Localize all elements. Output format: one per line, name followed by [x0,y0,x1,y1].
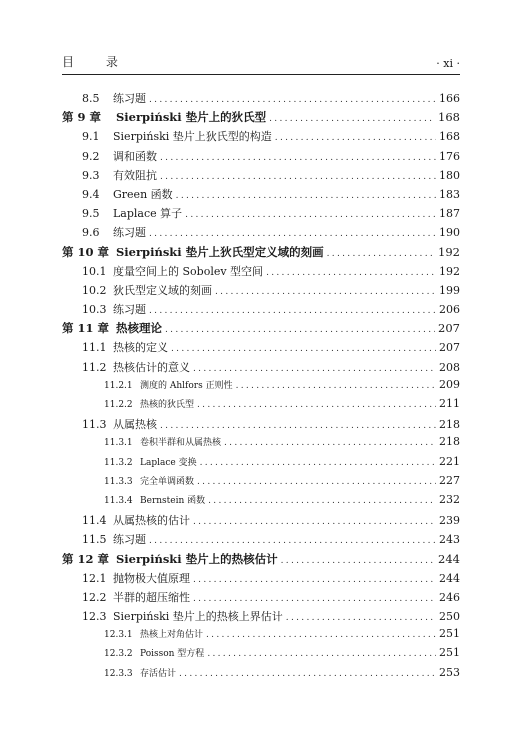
dot-leader [281,556,435,566]
toc-entry-title: 热核估计的意义 [113,360,190,374]
toc-entry-number: 11.2 [82,360,107,374]
toc-entry-title: 完全单调函数 [140,476,195,487]
toc-entry-title: 练习题 [113,303,146,317]
toc-entry-section[interactable] [62,128,460,147]
dot-leader [327,249,435,259]
toc-entry-title: Green 函数 [113,187,173,201]
toc-entry-page: 232 [439,492,460,506]
toc-entry-page: 209 [439,377,460,391]
toc-entry-page: 192 [439,264,460,278]
toc-entry-page: 207 [438,321,460,336]
dot-leader [160,153,436,163]
toc-entry-section[interactable] [62,167,460,186]
toc-entry-title: 热核的狄氏型 [140,400,195,410]
toc-entry-title: Sierpiński 垫片上的热核估计 [116,551,278,566]
dot-leader [193,364,436,374]
toc-entry-title: Laplace 变换 [140,457,197,468]
toc-entry-page: 250 [439,610,460,624]
table-of-contents [62,90,460,685]
toc-entry-page: 218 [439,435,460,449]
header-page-number: · xi · [436,57,460,70]
toc-entry-number: 9.5 [82,207,100,221]
dot-leader [193,517,436,527]
toc-entry-page: 218 [439,418,460,432]
toc-entry-subsection[interactable] [62,397,460,416]
toc-entry-number: 9.4 [82,187,100,201]
toc-entry-section[interactable] [62,589,460,608]
toc-entry-section[interactable] [62,531,460,550]
toc-entry-page: 199 [439,283,460,297]
toc-entry-page: 227 [439,473,460,487]
dot-leader [200,458,436,468]
toc-entry-subsection[interactable] [62,378,460,397]
toc-entry-subsection[interactable] [62,474,460,493]
dot-leader [171,344,436,354]
toc-entry-number: 第 12 章 [62,551,110,566]
dot-leader [269,114,435,124]
dot-leader [149,536,436,546]
dot-leader [197,477,436,487]
toc-entry-number: 12.2 [82,590,107,604]
toc-entry-number: 第 9 章 [62,110,102,125]
toc-entry-number: 11.5 [82,533,107,547]
dot-leader [197,400,436,410]
dot-leader [236,381,436,391]
toc-entry-number: 12.3.3 [104,668,133,679]
toc-entry-title: 有效阻抗 [113,168,157,182]
toc-entry-title: 从属热核 [113,418,157,432]
toc-entry-title: 练习题 [113,226,146,240]
dot-leader [208,496,436,506]
toc-entry-number: 9.3 [82,168,100,182]
toc-entry-title: 从属热核的估计 [113,514,190,528]
toc-entry-number: 10.2 [82,283,107,297]
header-section-title: 目 录 [62,55,132,69]
toc-entry-page: 166 [439,92,460,105]
toc-entry-chapter[interactable] [62,320,460,339]
toc-entry-page: 190 [439,226,460,240]
toc-entry-number: 第 11 章 [62,321,110,336]
toc-entry-page: 168 [438,110,460,125]
toc-entry-number: 12.3.1 [104,630,133,641]
toc-entry-subsection[interactable] [62,455,460,474]
toc-entry-page: 221 [439,454,460,468]
toc-entry-page: 246 [439,590,460,604]
toc-entry-title: Sierpiński 垫片上的狄氏型 [116,110,267,125]
toc-entry-title: Sierpiński 垫片上狄氏型的构造 [113,130,272,144]
dot-leader [160,172,436,182]
toc-entry-page: 253 [439,665,460,679]
toc-entry-title: 度量空间上的 Sobolev 型空间 [113,264,264,278]
toc-entry-section[interactable] [62,186,460,205]
toc-entry-title: 测度的 Ahlfors 正则性 [140,380,233,391]
dot-leader [224,438,436,448]
toc-entry-number: 11.3.1 [104,438,133,449]
toc-entry-section[interactable] [62,416,460,435]
toc-entry-section[interactable] [62,608,460,627]
toc-entry-page: 243 [439,533,460,547]
toc-entry-page: 187 [439,207,460,221]
toc-entry-page: 251 [439,646,460,660]
toc-entry-number: 11.1 [82,341,107,355]
toc-entry-section[interactable] [62,570,460,589]
toc-entry-page: 192 [438,244,460,259]
toc-entry-title: 热核理论 [116,321,162,336]
toc-entry-number: 11.4 [82,514,107,528]
toc-entry-page: 207 [439,341,460,355]
dot-leader [266,268,436,278]
dot-leader [149,95,436,105]
toc-entry-number: 9.6 [82,226,100,240]
toc-entry-number: 11.3.3 [104,476,133,487]
toc-entry-section[interactable] [62,224,460,243]
toc-entry-section[interactable] [62,339,460,358]
dot-leader [149,306,436,316]
toc-entry-page: 183 [439,187,460,201]
toc-entry-page: 206 [439,303,460,317]
toc-entry-section[interactable] [62,205,460,224]
toc-entry-section[interactable] [62,282,460,301]
toc-entry-chapter[interactable] [62,551,460,570]
toc-entry-title: Sierpiński 垫片上的热核上界估计 [113,610,283,624]
toc-entry-title: 热核的定义 [113,341,168,355]
toc-entry-page: 244 [439,571,460,585]
toc-entry-subsection[interactable] [62,646,460,665]
toc-entry-number: 8.5 [82,92,100,105]
toc-entry-page: 168 [439,130,460,144]
toc-entry-number: 11.3 [82,418,107,432]
toc-entry-section[interactable] [62,512,460,531]
toc-entry-subsection[interactable] [62,435,460,454]
toc-entry-chapter[interactable] [62,244,460,263]
dot-leader [215,287,436,297]
toc-entry-number: 10.1 [82,264,107,278]
toc-entry-title: 调和函数 [113,149,157,163]
dot-leader [185,210,436,220]
dot-leader [179,669,436,679]
toc-entry-subsection[interactable] [62,493,460,512]
toc-entry-number: 11.2.1 [104,380,133,391]
toc-entry-title: 半群的超压缩性 [113,590,190,604]
toc-entry-page: 251 [439,627,460,641]
toc-entry-page: 211 [439,397,460,410]
running-header [62,52,460,70]
toc-entry-number: 第 10 章 [62,244,110,259]
toc-entry-page: 208 [439,360,460,374]
dot-leader [165,325,435,335]
toc-entry-title: 热核上对角估计 [140,630,204,641]
dot-leader [193,594,436,604]
toc-entry-number: 11.2.2 [104,400,133,410]
toc-entry-section[interactable] [62,301,460,320]
toc-entry-title: 练习题 [113,533,146,547]
toc-entry-title: Poisson 型方程 [140,649,205,660]
toc-entry-number: 9.1 [82,130,100,144]
toc-entry-number: 12.3 [82,610,107,624]
dot-leader [149,229,436,239]
toc-entry-title: 存活估计 [140,668,177,679]
header-rule [62,74,460,75]
toc-entry-page: 176 [439,149,460,163]
toc-entry-title: Bernstein 函数 [140,495,206,506]
toc-entry-title: Sierpiński 垫片上狄氏型定义域的刻画 [116,244,324,259]
toc-entry-title: 狄氏型定义域的刻画 [113,283,212,297]
toc-entry-number: 12.1 [82,571,107,585]
dot-leader [176,191,436,201]
toc-entry-title: 卷积半群和从属热核 [140,438,222,449]
toc-entry-page: 244 [438,551,460,566]
toc-entry-section[interactable] [62,90,460,109]
toc-entry-title: 练习题 [113,92,146,105]
toc-entry-chapter[interactable] [62,109,460,128]
toc-entry-number: 11.3.4 [104,495,133,506]
dot-leader [193,575,436,585]
toc-entry-title: Laplace 算子 [113,207,183,221]
toc-entry-section[interactable] [62,359,460,378]
toc-entry-number: 9.2 [82,149,100,163]
dot-leader [286,613,436,623]
toc-entry-section[interactable] [62,263,460,282]
toc-entry-subsection[interactable] [62,666,460,685]
toc-entry-number: 12.3.2 [104,649,133,660]
toc-entry-subsection[interactable] [62,627,460,646]
dot-leader [275,133,436,143]
dot-leader [207,649,436,659]
dot-leader [160,421,436,431]
toc-entry-section[interactable] [62,148,460,167]
dot-leader [206,630,436,640]
toc-entry-page: 180 [439,168,460,182]
toc-entry-number: 11.3.2 [104,457,133,468]
toc-entry-number: 10.3 [82,303,107,317]
toc-entry-page: 239 [439,514,460,528]
toc-entry-title: 抛物极大值原理 [113,571,190,585]
